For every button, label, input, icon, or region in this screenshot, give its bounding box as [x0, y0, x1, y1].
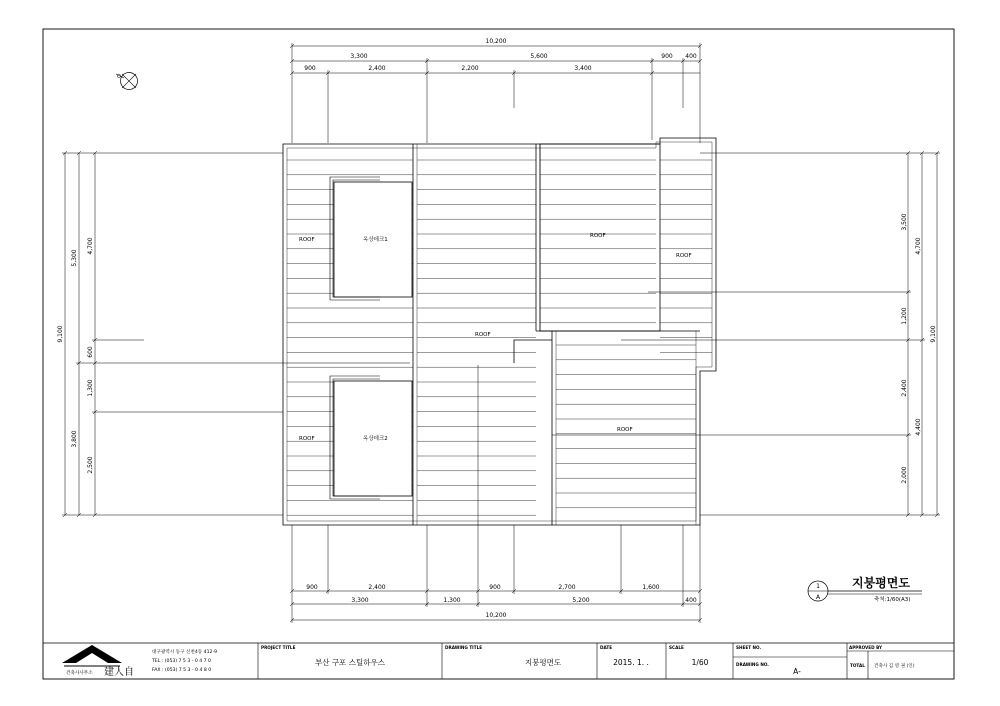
roof-step-line [514, 340, 552, 363]
roof-label: ROOF [299, 237, 315, 243]
drawing-tag-title: 지붕평면도 [852, 576, 910, 590]
deck-1-label: 옥상데크1 [363, 237, 388, 243]
dim-bottom-row2-1: 3,300 [351, 597, 369, 604]
dim-bottom-row1-1: 900 [306, 584, 318, 591]
roof-label: ROOF [617, 427, 633, 433]
project-title-heading: PROJECT TITLE [261, 645, 296, 650]
scale-heading: SCALE [669, 645, 684, 650]
dim-top-row3-4: 3,400 [574, 65, 592, 72]
logo-icon [62, 645, 122, 666]
dim-right-inner-3: 2,400 [901, 379, 908, 397]
dim-right-inner-4: 2,000 [901, 466, 908, 484]
approved-by-heading: APPROVED BY [849, 645, 883, 650]
logo-text: 建人自 [104, 667, 134, 678]
date-value: 2015. 1. . [613, 658, 649, 667]
dim-bottom-row2-3: 5,200 [572, 597, 590, 604]
dim-bottom-row2-4: 400 [685, 597, 697, 604]
drawing-tag-number: 1 [816, 583, 820, 590]
dim-left-inner-4: 2,500 [87, 456, 94, 474]
roof-label: ROOF [676, 253, 692, 259]
dim-left-inner-1: 4,700 [87, 237, 94, 255]
roof-label: ROOF [475, 332, 491, 338]
dim-bottom-row1-3: 900 [489, 584, 501, 591]
dim-top-row2-2: 5,600 [530, 53, 548, 60]
drawing-title-heading: DRAWING TITLE [445, 645, 483, 650]
scale-value: 1/60 [691, 658, 709, 667]
roof-label: ROOF [299, 436, 315, 442]
dim-right-mid-2: 4,400 [915, 418, 922, 436]
date-heading: DATE [600, 645, 613, 650]
dim-bottom-row1-5: 1,600 [642, 584, 660, 591]
dim-top-row2-3: 900 [661, 53, 673, 60]
dim-right-overall: 9,100 [930, 325, 937, 343]
north-arrow-icon [116, 73, 138, 90]
company-address: 대구광역시 동구 신천4동 412-9 [152, 650, 218, 655]
logo-small-text: 건축사사무소 [66, 671, 93, 676]
dim-left-overall: 9,100 [57, 325, 64, 343]
dim-top-row3-3: 2,200 [461, 65, 479, 72]
dim-top-row3-2: 2,400 [368, 65, 386, 72]
sheet-no-heading: SHEET NO. [736, 645, 762, 650]
dim-bottom-row1-4: 2,700 [558, 584, 576, 591]
dim-left-inner-3: 1,300 [87, 379, 94, 397]
drawing-no-heading: DRAWING NO. [736, 662, 769, 667]
dim-top-row2-4: 400 [685, 53, 697, 60]
project-title: 부산 구포 스틸하우스 [315, 658, 385, 667]
dim-bottom-row2-2: 1,300 [443, 597, 461, 604]
dim-bottom-overall: 10,200 [485, 612, 507, 619]
dim-right-mid-1: 4,700 [915, 237, 922, 255]
roof-plan [283, 138, 716, 525]
approver-name: 건축사 김 영 권 (인) [874, 664, 915, 669]
deck-2-label: 옥상데크2 [363, 436, 388, 442]
total-heading: TOTAL [850, 663, 865, 668]
dimensions-right [552, 151, 940, 517]
company-tel: TEL : (053) 7 5 3 - 0 4 7 0 [152, 659, 211, 664]
dim-top-row2-1: 3,300 [350, 53, 368, 60]
dim-top-overall: 10,200 [485, 38, 507, 45]
dim-left-inner-2: 600 [87, 346, 94, 358]
roof-label: ROOF [590, 233, 606, 239]
dim-top-row3-1: 900 [304, 65, 316, 72]
sheet-border [43, 29, 954, 679]
drawing-no-value: A- [793, 667, 801, 676]
dim-left-mid-1: 5,300 [71, 249, 78, 267]
dim-right-inner-1: 3,500 [901, 213, 908, 231]
dim-bottom-row1-2: 2,400 [368, 584, 386, 591]
drawing-tag-scale: 축척:1/60(A3) [874, 597, 911, 603]
drawing-tag-sheet: A [815, 594, 821, 601]
company-fax: FAX : (053) 7 5 3 - 0 4 8 0 [152, 668, 212, 673]
dim-right-inner-2: 1,200 [901, 307, 908, 325]
dim-left-mid-2: 3,800 [71, 430, 78, 448]
drawing-title: 지붕평면도 [524, 658, 562, 667]
